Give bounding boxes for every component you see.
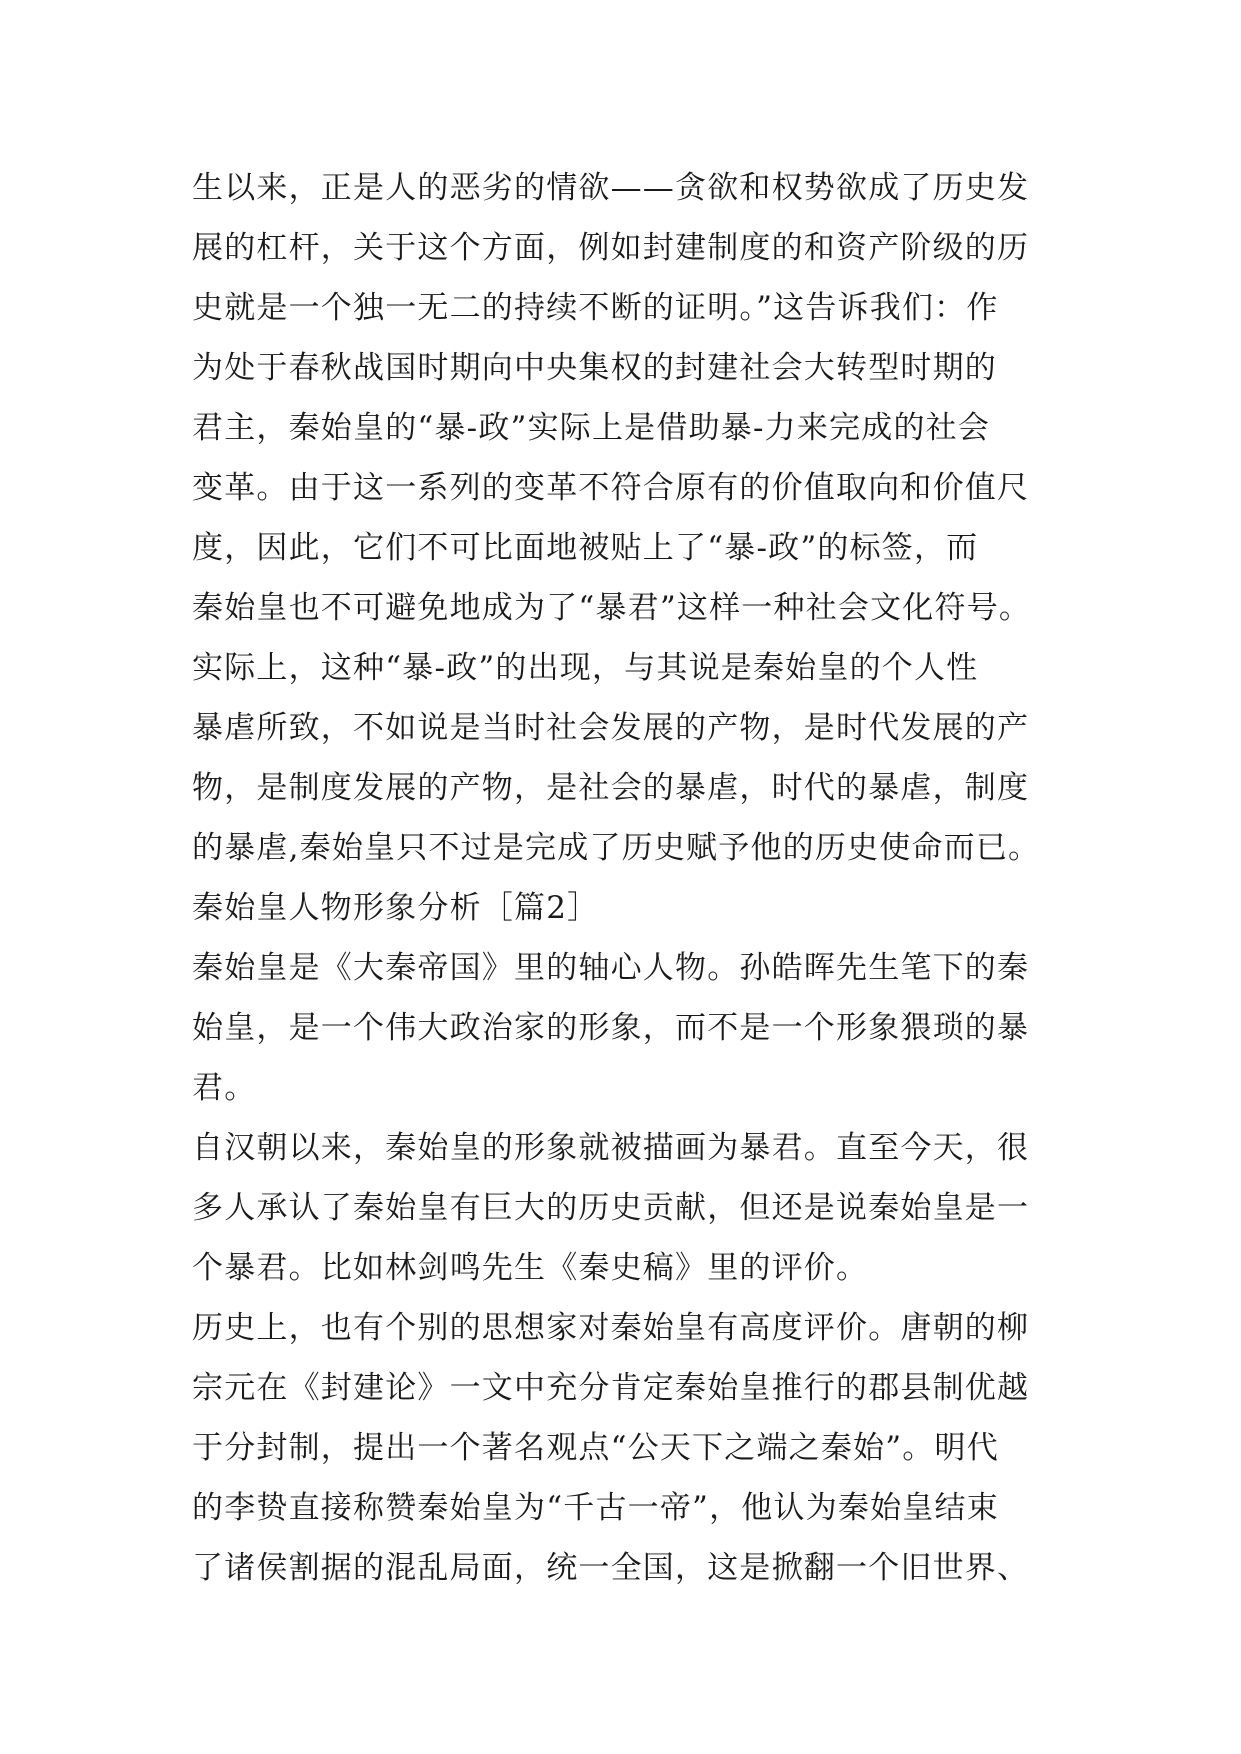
text-line: 君。	[192, 1070, 257, 1106]
text-line: 为处于春秋战国时期向中央集权的封建社会大转型时期的	[192, 350, 997, 386]
text-line: 于分封制，提出一个著名观点“公天下之端之秦始”。明代	[192, 1430, 999, 1466]
text-line: 自汉朝以来，秦始皇的形象就被描画为暴君。直至今天，很	[192, 1130, 1030, 1166]
text-line: 变革。由于这一系列的变革不符合原有的价值取向和价值尺	[192, 470, 1030, 506]
text-line: 了诸侯割据的混乱局面，统一全国，这是掀翻一个旧世界、	[192, 1550, 1030, 1586]
text-line: 个暴君。比如林剑鸣先生《秦史稿》里的评价。	[192, 1250, 869, 1286]
text-line: 多人承认了秦始皇有巨大的历史贡献，但还是说秦始皇是一	[192, 1190, 1030, 1226]
text-line: 暴虐所致，不如说是当时社会发展的产物，是时代发展的产	[192, 710, 1030, 746]
text-line: 秦始皇是《大秦帝国》里的轴心人物。孙皓晖先生笔下的秦	[192, 950, 1030, 986]
text-line: 展的杠杆，关于这个方面，例如封建制度的和资产阶级的历	[192, 230, 1030, 266]
text-line: 历史上，也有个别的思想家对秦始皇有高度评价。唐朝的柳	[192, 1310, 1030, 1346]
body-text	[192, 158, 1092, 1598]
section-heading: 秦始皇人物形象分析［篇2］	[192, 890, 600, 926]
text-line: 生以来，正是人的恶劣的情欲——贪欲和权势欲成了历史发	[192, 170, 1030, 206]
text-line: 度，因此，它们不可比面地被贴上了“暴-政”的标签，而	[192, 530, 979, 566]
text-line: 秦始皇也不可避免地成为了“暴君”这样一种社会文化符号。	[192, 590, 1032, 626]
text-line: 始皇，是一个伟大政治家的形象，而不是一个形象猥琐的暴	[192, 1010, 1030, 1046]
text-line: 物，是制度发展的产物，是社会的暴虐，时代的暴虐，制度	[192, 770, 1030, 806]
text-line: 宗元在《封建论》一文中充分肯定秦始皇推行的郡县制优越	[192, 1370, 1030, 1406]
text-line: 君主，秦始皇的“暴-政”实际上是借助暴-力来完成的社会	[192, 410, 991, 446]
text-line: 的暴虐,秦始皇只不过是完成了历史赋予他的历史使命而已。	[192, 830, 1041, 866]
text-line: 的李贽直接称赞秦始皇为“千古一帝”，他认为秦始皇结束	[192, 1490, 999, 1526]
text-line: 实际上，这种“暴-政”的出现，与其说是秦始皇的个人性	[192, 650, 979, 686]
text-line: 史就是一个独一无二的持续不断的证明。”这告诉我们：作	[192, 290, 999, 326]
